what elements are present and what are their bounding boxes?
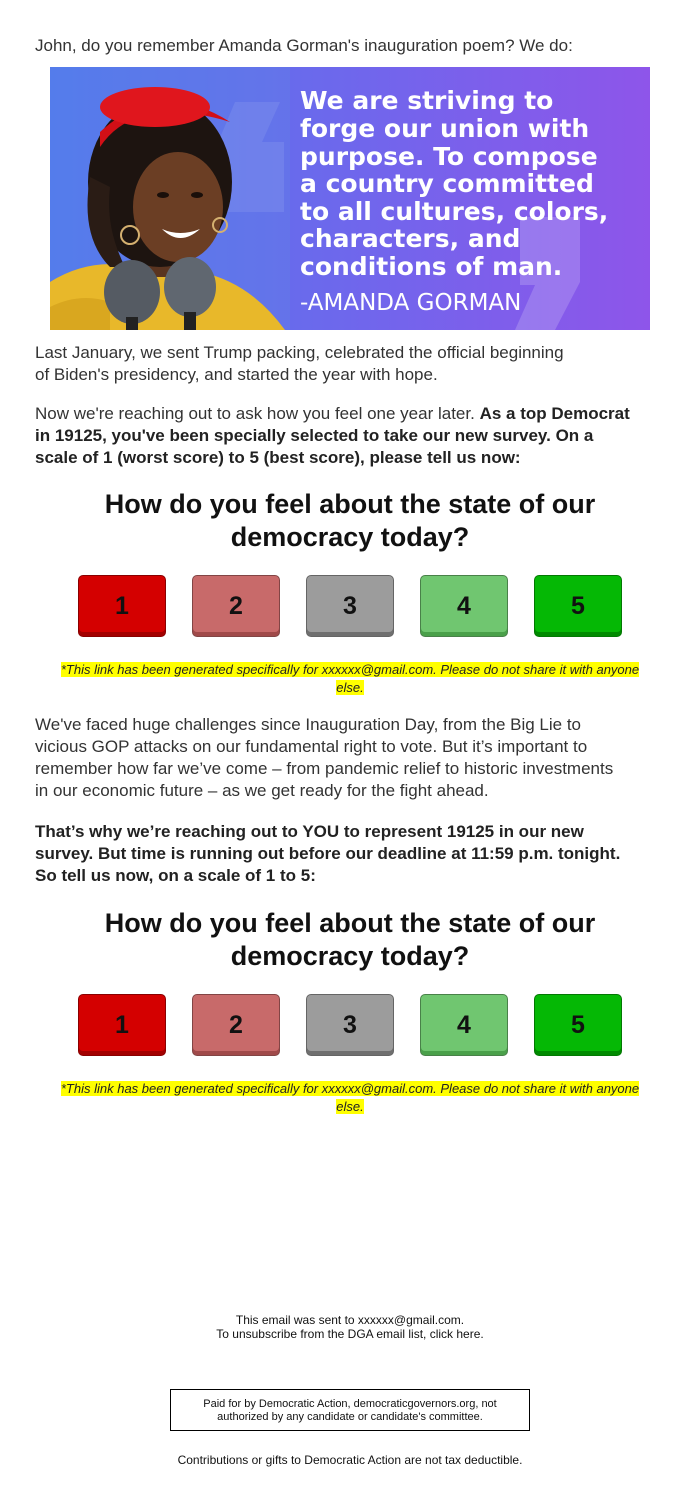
notice-line: else. <box>336 680 364 695</box>
paragraph-line: We've faced huge challenges since Inauguration Day, from the Big Lie to <box>35 715 582 734</box>
rating-button-5[interactable]: 5 <box>534 575 622 637</box>
personal-link-notice <box>35 661 665 697</box>
paid-for-disclaimer-box <box>170 1389 530 1431</box>
survey-question <box>0 488 700 554</box>
paragraph-line: Last January, we sent Trump packing, celebrated the official beginning <box>35 343 564 362</box>
quote-line: conditions of man. <box>300 252 563 281</box>
rating-button-1[interactable]: 1 <box>78 994 166 1056</box>
personal-link-notice <box>35 1080 665 1116</box>
paragraph-normal-text: Now we're reaching out to ask how you feel one year later. <box>35 404 475 423</box>
rating-button-4[interactable]: 4 <box>420 575 508 637</box>
rating-button-2[interactable]: 2 <box>192 994 280 1056</box>
paragraph-deadline <box>35 821 675 887</box>
disclaimer-line: Paid for by Democratic Action, democraticgovernors.org, not <box>203 1398 497 1410</box>
paragraph-line: of Biden's presidency, and started the year with hope. <box>35 365 438 384</box>
tax-deductible-notice: Contributions or gifts to Democratic Action are not tax deductible. <box>177 1453 523 1467</box>
rating-button-4[interactable]: 4 <box>420 994 508 1056</box>
survey-question <box>0 907 700 973</box>
unsubscribe-link[interactable] <box>0 1327 700 1341</box>
notice-line: *This link has been generated specifically for xxxxxx@gmail.com. Please do not share it with anyone <box>60 662 640 677</box>
question-line: How do you feel about the state of our <box>104 908 596 938</box>
paragraph-bold-text: That’s why we’re reaching out to YOU to represent 19125 in our new <box>35 822 584 841</box>
question-line: democracy today? <box>230 941 470 971</box>
rating-buttons <box>78 994 622 1056</box>
sent-to-text: This email was sent to xxxxxx@gmail.com. <box>235 1313 465 1327</box>
paragraph-trump-packing <box>35 342 564 386</box>
rating-button-3[interactable]: 3 <box>306 575 394 637</box>
rating-button-3[interactable]: 3 <box>306 994 394 1056</box>
unsubscribe-link-text[interactable]: To unsubscribe from the DGA email list, click here. <box>216 1327 484 1341</box>
paragraph-bold-text: So tell us now, on a scale of 1 to 5: <box>35 866 316 885</box>
notice-line: *This link has been generated specifically for xxxxxx@gmail.com. Please do not share it with anyone <box>60 1081 640 1096</box>
paragraph-line: remember how far we’ve come – from pandemic relief to historic investments <box>35 759 614 778</box>
quote-line: purpose. To compose <box>300 142 598 171</box>
rating-button-2[interactable]: 2 <box>192 575 280 637</box>
amanda-gorman-quote-banner[interactable] <box>50 67 650 330</box>
quote-attribution: -AMANDA GORMAN <box>300 290 522 316</box>
paragraph-challenges <box>35 714 675 802</box>
paragraph-survey-intro <box>35 403 675 469</box>
question-line: democracy today? <box>230 522 470 552</box>
paragraph-line: in our economic future – as we get ready for the fight ahead. <box>35 781 489 800</box>
speaker-photo <box>50 67 290 330</box>
disclaimer-line: authorized by any candidate or candidate's committee. <box>217 1411 483 1423</box>
quote-line: characters, and <box>300 224 521 253</box>
rating-buttons <box>78 575 622 637</box>
question-line: How do you feel about the state of our <box>104 489 596 519</box>
quote-line: forge our union with <box>300 114 590 143</box>
quote-line: to all cultures, colors, <box>300 197 609 226</box>
rating-button-1[interactable]: 1 <box>78 575 166 637</box>
rating-button-5[interactable]: 5 <box>534 994 622 1056</box>
paragraph-bold-text: As a top Democrat <box>479 404 630 423</box>
paragraph-bold-text: survey. But time is running out before our deadline at 11:59 p.m. tonight. <box>35 844 621 863</box>
greeting-text: John, do you remember Amanda Gorman's inauguration poem? We do: <box>35 36 573 55</box>
notice-line: else. <box>336 1099 364 1114</box>
paragraph-bold-text: scale of 1 (worst score) to 5 (best score), please tell us now: <box>35 448 521 467</box>
quote-line: We are striving to <box>300 86 554 115</box>
quote-line: a country committed <box>300 169 594 198</box>
paragraph-bold-text: in 19125, you've been specially selected to take our new survey. On a <box>35 426 594 445</box>
paragraph-line: vicious GOP attacks on our fundamental right to vote. But it’s important to <box>35 737 588 756</box>
